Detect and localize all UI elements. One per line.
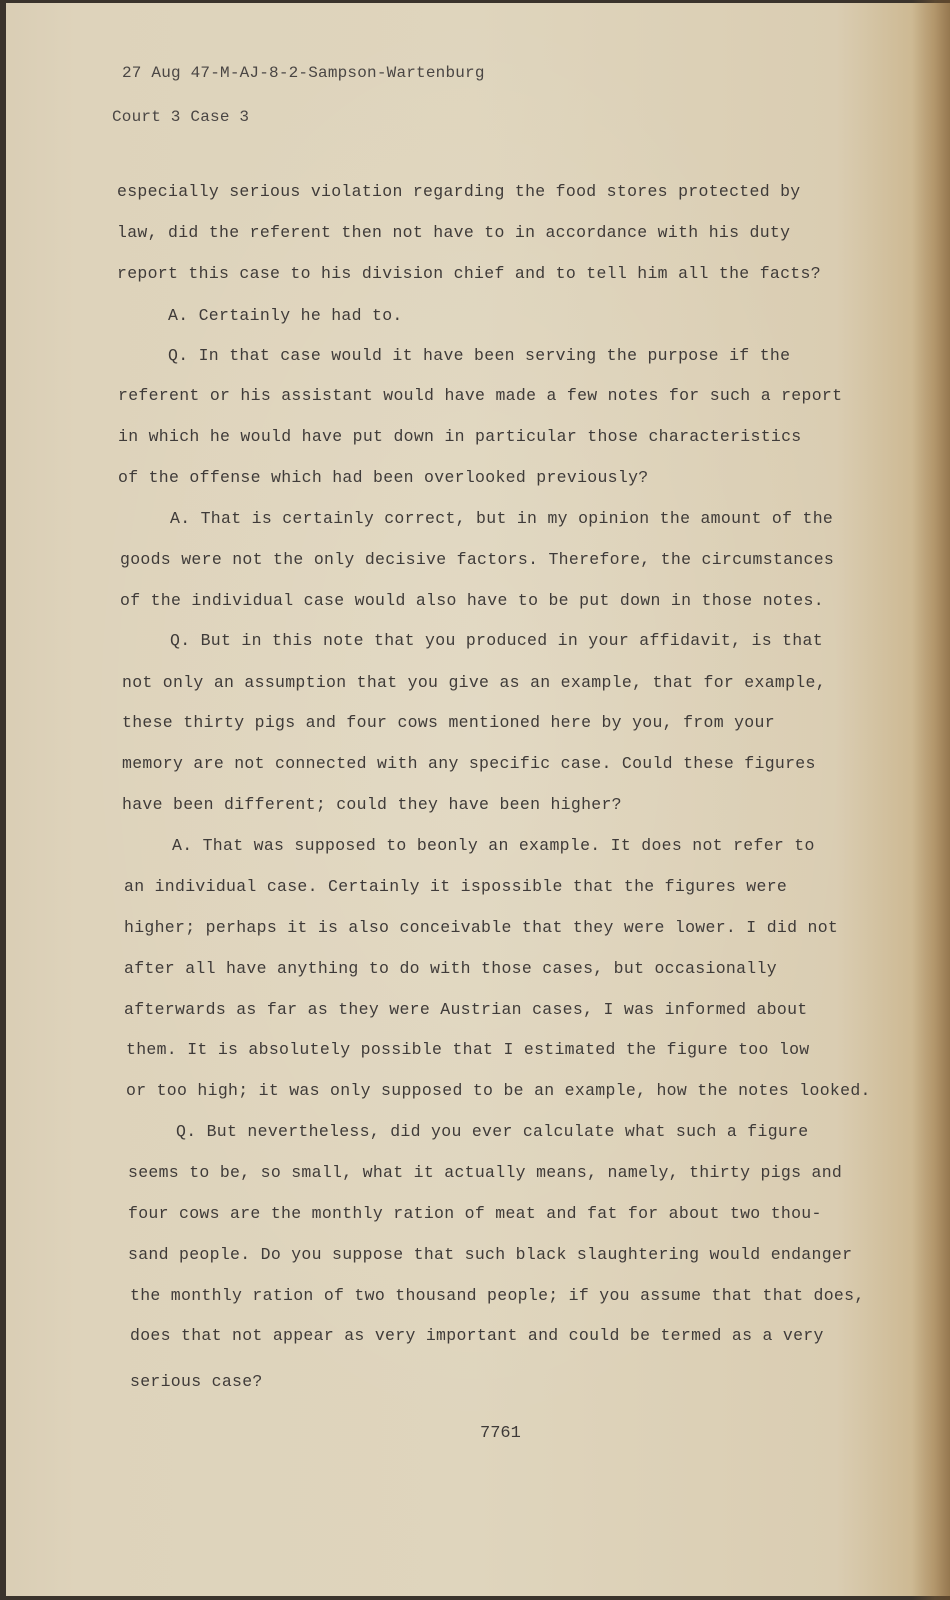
text-line: A. Certainly he had to. bbox=[168, 306, 403, 325]
text-line: memory are not connected with any specific case. Could these figures bbox=[122, 754, 816, 773]
text-line: in which he would have put down in particular those characteristics bbox=[118, 427, 802, 446]
text-line: Q. But in this note that you produced in your affidavit, is that bbox=[170, 631, 823, 650]
document-reference: 27 Aug 47-M-AJ-8-2-Sampson-Wartenburg bbox=[122, 64, 485, 82]
text-line: does that not appear as very important and could be termed as a very bbox=[130, 1326, 824, 1345]
text-line: A. That was supposed to beonly an example. It does not refer to bbox=[172, 836, 815, 855]
text-line: goods were not the only decisive factors. Therefore, the circumstances bbox=[120, 550, 835, 569]
text-line: serious case? bbox=[130, 1372, 263, 1391]
court-case-label: Court 3 Case 3 bbox=[112, 108, 250, 126]
text-line: of the individual case would also have to be put down in those notes. bbox=[120, 591, 824, 610]
text-line: of the offense which had been overlooked previously? bbox=[118, 468, 649, 487]
text-line: Q. But nevertheless, did you ever calculate what such a figure bbox=[176, 1122, 809, 1141]
text-line: or too high; it was only supposed to be an example, how the notes looked. bbox=[126, 1081, 871, 1100]
edge-stain bbox=[912, 0, 950, 1600]
text-line: sand people. Do you suppose that such black slaughtering would endanger bbox=[128, 1245, 853, 1264]
text-line: referent or his assistant would have made a few notes for such a report bbox=[118, 386, 843, 405]
text-line: four cows are the monthly ration of meat and fat for about two thou- bbox=[128, 1204, 822, 1223]
text-line: seems to be, so small, what it actually means, namely, thirty pigs and bbox=[128, 1163, 843, 1182]
text-line: A. That is certainly correct, but in my opinion the amount of the bbox=[170, 509, 834, 528]
text-line: especially serious violation regarding the food stores protected by bbox=[117, 182, 801, 201]
text-line: have been different; could they have been higher? bbox=[122, 795, 622, 814]
text-line: them. It is absolutely possible that I estimated the figure too low bbox=[126, 1040, 810, 1059]
text-line: report this case to his division chief and to tell him all the facts? bbox=[117, 264, 821, 283]
text-line: not only an assumption that you give as an example, that for example, bbox=[122, 673, 826, 692]
text-line: these thirty pigs and four cows mentioned here by you, from your bbox=[122, 713, 775, 732]
text-line: higher; perhaps it is also conceivable that they were lower. I did not bbox=[124, 918, 839, 937]
text-line: afterwards as far as they were Austrian cases, I was informed about bbox=[124, 1000, 808, 1019]
text-line: after all have anything to do with those cases, but occasionally bbox=[124, 959, 777, 978]
text-line: Q. In that case would it have been serving the purpose if the bbox=[168, 346, 791, 365]
page-number: 7761 bbox=[480, 1424, 521, 1443]
text-line: an individual case. Certainly it ispossible that the figures were bbox=[124, 877, 788, 896]
text-line: the monthly ration of two thousand people; if you assume that that does, bbox=[130, 1286, 865, 1305]
text-line: law, did the referent then not have to in accordance with his duty bbox=[117, 223, 791, 242]
